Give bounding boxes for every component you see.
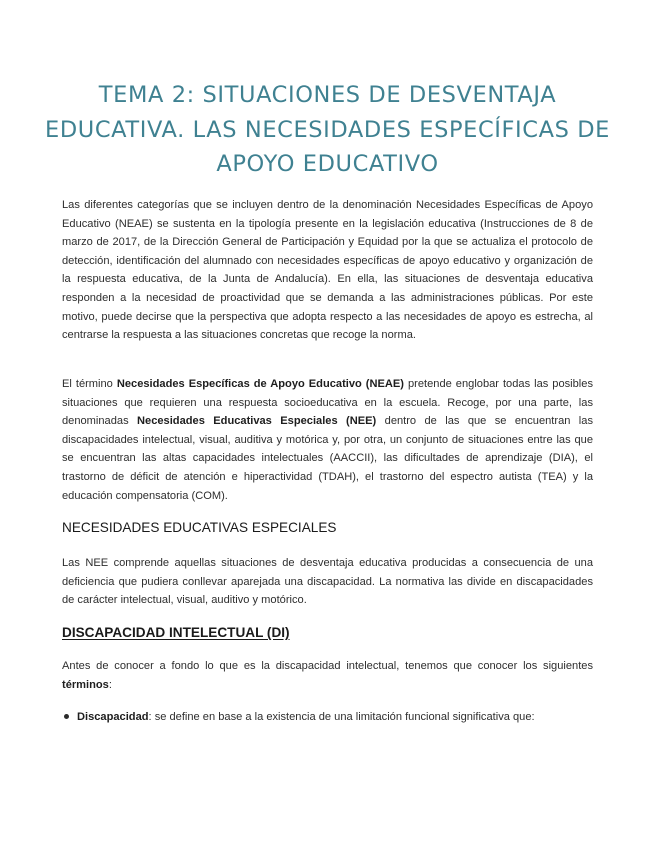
- intro-paragraph: Las diferentes categorías que se incluyen dentro de la denominación Necesidades Específicas de Apoyo Educativo (NEAE) se sustenta en la tipología presente en la legislación educativa (Instrucciones de 8 de marzo de 2017, de la Dirección General de Participación y Equidad por la que se actualiza el protocolo de detección, identificación del alumnado con necesidades específicas de apoyo educativo y organización de la respuesta educativa, de la Junta de Andalucía). En ella, las situaciones de desventaja educativa responden a la necesidad de proactividad que se demanda a las administraciones públicas. Por este motivo, puede decirse que la perspectiva que adopta respecto a las necesidades de apoyo es estrecha, al centrarse la respuesta a las situaciones concretas que recoge la norma.: [62, 199, 593, 342]
- bullet-icon: [64, 714, 69, 719]
- list-item: [62, 708, 593, 727]
- paragraph-text: El término: [62, 378, 117, 390]
- neae-term: Necesidades Específicas de Apoyo Educativo (NEAE): [116, 378, 405, 390]
- paragraph-text: Antes de conocer a fondo lo que es la discapacidad intelectual, tenemos que conocer los siguientes: [62, 660, 593, 672]
- discapacidad-term: Discapacidad: [77, 711, 149, 723]
- nee-paragraph: Las NEE comprende aquellas situaciones de desventaja educativa producidas a consecuencia de una deficiencia que pudiera conllevar aparejada una discapacidad. La normativa las divide en discapacidades de carácter intelectual, visual, auditivo y motórico.: [62, 557, 593, 607]
- paragraph-text: :: [108, 678, 112, 691]
- paragraph-text: pretende englobar todas las posibles situaciones que requieren una respuesta socioeducativa en la escuela. Recoge, por una parte, las denominadas: [62, 378, 593, 428]
- nee-term: Necesidades Educativas Especiales (NEE): [137, 415, 377, 428]
- section-heading-nee: NECESIDADES EDUCATIVAS ESPECIALES: [62, 520, 337, 535]
- paragraph-text: dentro de las que se encuentran las discapacidades intelectual, visual, auditiva y motórica y, por otra, un conjunto de situaciones entre las que se encuentran las altas capacidades intelectuales (AACCII), las dificultades de aprendizaje (DIA), el trastorno de déficit de atención e hiperactividad (TDAH), el trastorno del espectro autista (TEA) y la educación compensatoria (COM).: [62, 415, 593, 502]
- neae-definition-paragraph: [62, 375, 593, 505]
- terminos-term: términos: [62, 678, 109, 691]
- di-intro-paragraph: [62, 657, 593, 694]
- list-item-text: : se define en base a la existencia de una limitación funcional significativa que:: [148, 711, 535, 723]
- document-title: TEMA 2: SITUACIONES DE DESVENTAJA EDUCATIVA. LAS NECESIDADES ESPECÍFICAS DE APOYO EDUCATIVO: [45, 82, 610, 177]
- subsection-heading-di: DISCAPACIDAD INTELECTUAL (DI): [62, 625, 290, 640]
